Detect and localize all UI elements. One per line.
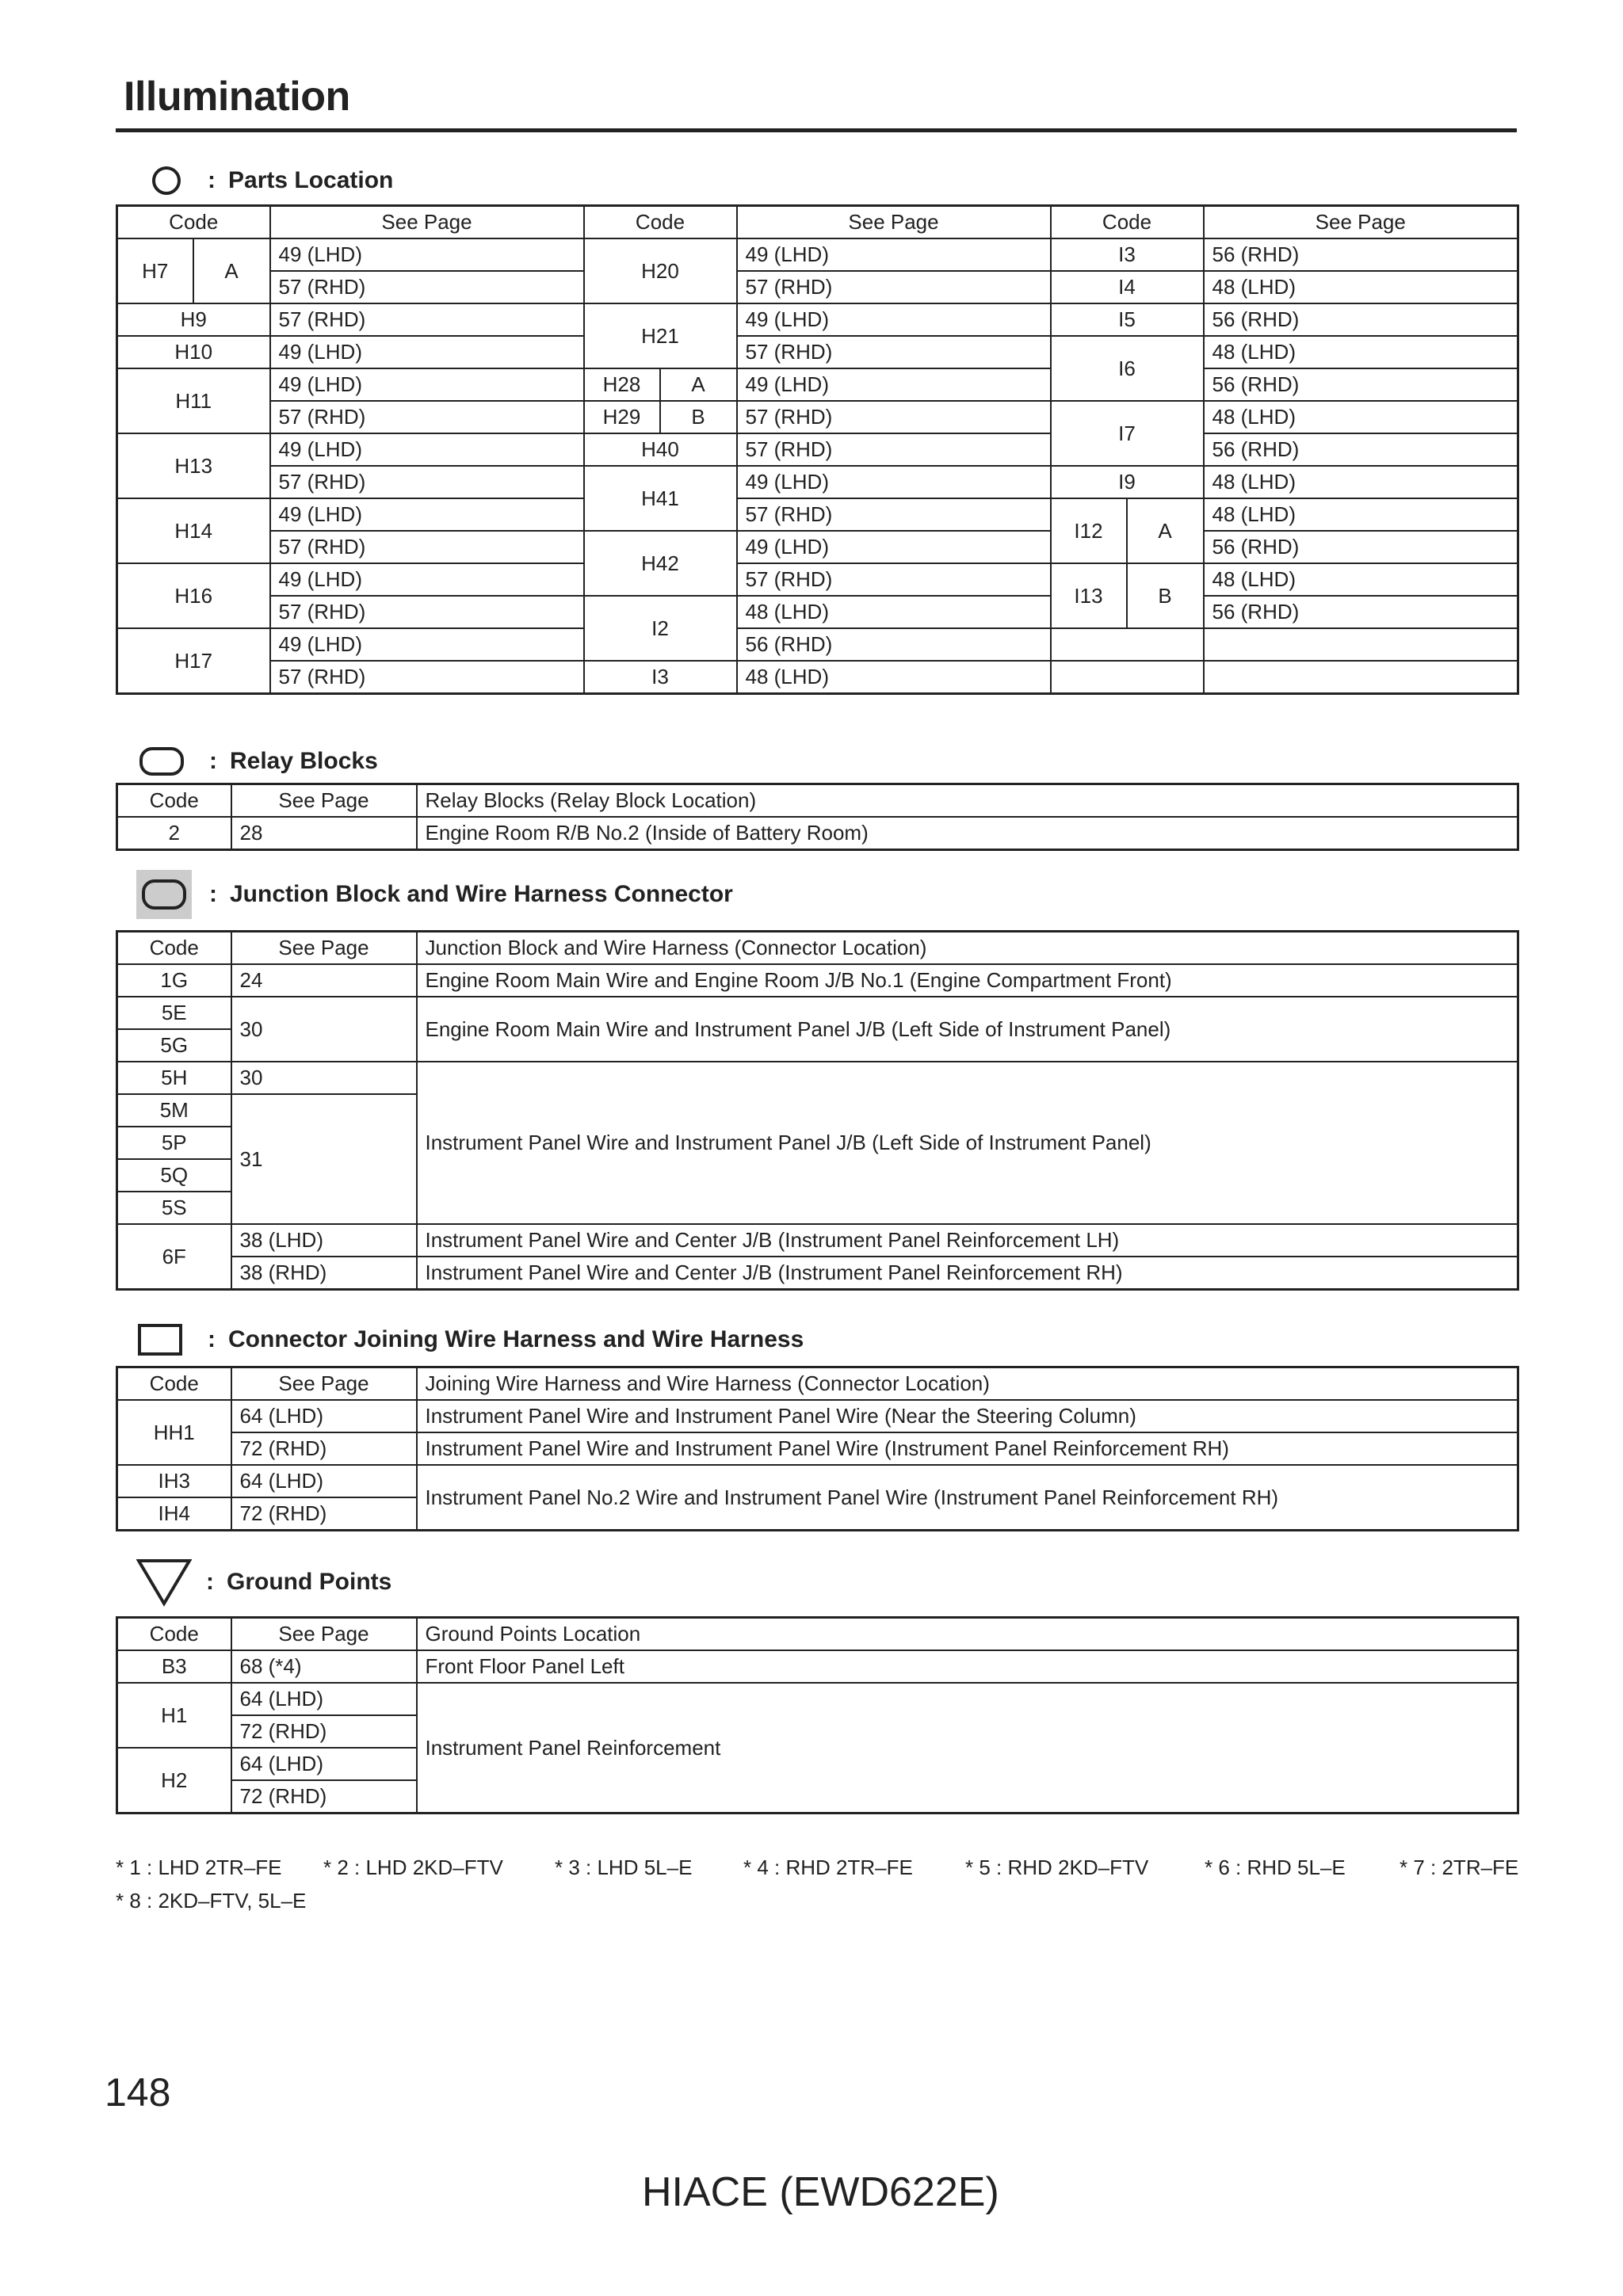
code-cell: H20 [584,238,737,303]
junction-block-table [116,930,1519,1291]
table-row [117,238,1518,271]
footnote: * 3 : LHD 5L–E [555,1855,693,1879]
table-row [117,661,1518,694]
location-cell: Instrument Panel Wire and Instrument Panel Wire (Near the Steering Column) [417,1400,1518,1432]
circle-icon [151,165,185,196]
page-cell: 56 (RHD) [1204,433,1518,466]
relay-blocks-table [116,783,1519,851]
page-cell: 56 (RHD) [737,628,1051,661]
code-sub-cell: A [660,368,737,401]
code-cell: IH4 [117,1497,231,1531]
table-row [117,628,1518,661]
code-cell: 5E [117,997,231,1029]
code-cell: H16 [117,563,270,628]
page-cell: 56 (RHD) [1204,368,1518,401]
page-cell: 49 (LHD) [737,466,1051,498]
code-cell: H11 [117,368,270,433]
page-cell: 64 (LHD) [231,1465,417,1497]
table-row [117,401,1518,433]
code-cell: H7 [117,238,193,303]
footnote: * 1 : LHD 2TR–FE [116,1855,282,1879]
code-cell: 6F [117,1224,231,1290]
header-cell: Relay Blocks (Relay Block Location) [417,784,1518,818]
code-sub-cell: B [660,401,737,433]
page-cell: 57 (RHD) [270,401,584,433]
page-cell: 56 (RHD) [1204,238,1518,271]
footnote: * 8 : 2KD–FTV, 5L–E [116,1889,307,1913]
page-cell: 57 (RHD) [737,498,1051,531]
code-cell: H1 [117,1683,231,1748]
ground-points-heading: : Ground Points [136,1562,391,1602]
relay-blocks-heading: : Relay Blocks [139,742,378,781]
code-cell: I13 [1051,563,1127,628]
page-cell: 49 (LHD) [737,531,1051,563]
code-cell: B3 [117,1650,231,1683]
table-header-row [117,1618,1518,1651]
table-row [117,997,1518,1029]
code-cell: H29 [584,401,660,433]
code-cell: I6 [1051,336,1204,401]
connector-heading: : Connector Joining Wire Harness and Wire Harness [138,1320,804,1360]
code-cell: H13 [117,433,270,498]
header-cell: See Page [231,1367,417,1401]
table-row [117,433,1518,466]
page-cell: 38 (LHD) [231,1224,417,1257]
page-cell: 57 (RHD) [270,596,584,628]
header-cell: Ground Points Location [417,1618,1518,1651]
code-cell: H9 [117,303,270,336]
page-cell: 49 (LHD) [270,368,584,401]
page-cell: 68 (*4) [231,1650,417,1683]
page-cell: 64 (LHD) [231,1683,417,1715]
code-cell: IH3 [117,1465,231,1497]
code-cell: I9 [1051,466,1204,498]
code-sub-cell: A [1127,498,1204,563]
location-cell: Instrument Panel Wire and Center J/B (Instrument Panel Reinforcement RH) [417,1257,1518,1290]
table-header-row [117,932,1518,965]
code-sub-cell: B [1127,563,1204,628]
page-cell: 49 (LHD) [270,628,584,661]
code-cell: I3 [1051,238,1204,271]
page-cell: 57 (RHD) [270,466,584,498]
page-cell: 49 (LHD) [737,238,1051,271]
header-cell: See Page [1204,206,1518,239]
location-cell: Front Floor Panel Left [417,1650,1518,1683]
code-cell: I4 [1051,271,1204,303]
table-row [117,336,1518,368]
header-cell: Code [584,206,737,239]
page-cell: 57 (RHD) [270,303,584,336]
page-cell: 48 (LHD) [1204,466,1518,498]
ground-points-table [116,1616,1519,1814]
page-cell: 31 [231,1094,417,1224]
table-row [117,368,1518,401]
page-cell: 48 (LHD) [737,596,1051,628]
page-cell: 72 (RHD) [231,1780,417,1814]
title-rule [116,128,1517,132]
table-row [117,817,1518,850]
page-cell: 49 (LHD) [270,336,584,368]
code-cell: 5M [117,1094,231,1127]
table-header-row [117,206,1518,239]
header-cell: See Page [737,206,1051,239]
code-cell: 1G [117,964,231,997]
page-cell: 64 (LHD) [231,1400,417,1432]
page-cell: 72 (RHD) [231,1715,417,1748]
code-cell: 5H [117,1062,231,1094]
table-row [117,303,1518,336]
footnote: * 5 : RHD 2KD–FTV [965,1855,1149,1879]
page-cell: 64 (LHD) [231,1748,417,1780]
page-cell: 72 (RHD) [231,1432,417,1465]
page-cell: 48 (LHD) [1204,498,1518,531]
table-row [117,531,1518,563]
page-cell: 28 [231,817,417,850]
header-cell: See Page [231,784,417,818]
location-cell: Instrument Panel No.2 Wire and Instrument Panel Wire (Instrument Panel Reinforcement RH) [417,1465,1518,1531]
page-cell: 57 (RHD) [737,433,1051,466]
header-cell: Code [117,206,270,239]
page-cell: 30 [231,997,417,1062]
empty-cell [1204,661,1518,694]
header-cell: Code [117,1618,231,1651]
square-icon [138,1324,184,1356]
page-cell: 48 (LHD) [737,661,1051,694]
page-cell: 72 (RHD) [231,1497,417,1531]
table-row [117,1400,1518,1432]
code-cell: H21 [584,303,737,368]
code-cell: H10 [117,336,270,368]
code-cell: H28 [584,368,660,401]
table-row [117,1650,1518,1683]
code-cell: 5Q [117,1159,231,1192]
page-cell: 57 (RHD) [737,563,1051,596]
connector-table [116,1366,1519,1531]
header-cell: Code [117,932,231,965]
code-cell: I12 [1051,498,1127,563]
code-cell: 5P [117,1127,231,1159]
location-cell: Engine Room Main Wire and Engine Room J/B No.1 (Engine Compartment Front) [417,964,1518,997]
code-cell: H42 [584,531,737,596]
page-cell: 57 (RHD) [737,336,1051,368]
table-row [117,964,1518,997]
page-cell: 49 (LHD) [270,433,584,466]
page-title: Illumination [124,74,350,120]
location-cell: Instrument Panel Wire and Center J/B (Instrument Panel Reinforcement LH) [417,1224,1518,1257]
code-cell: HH1 [117,1400,231,1465]
code-sub-cell: A [193,238,270,303]
table-row [117,271,1518,303]
table-row [117,1224,1518,1257]
table-row [117,563,1518,596]
page-cell: 56 (RHD) [1204,303,1518,336]
page-cell: 56 (RHD) [1204,531,1518,563]
empty-cell [1051,628,1204,661]
page-cell: 48 (LHD) [1204,563,1518,596]
page-cell: 48 (LHD) [1204,336,1518,368]
code-cell: 5S [117,1192,231,1224]
table-row [117,1062,1518,1094]
code-cell: 2 [117,817,231,850]
code-cell: I2 [584,596,737,661]
table-header-row [117,1367,1518,1401]
table-row [117,1465,1518,1497]
table-row [117,596,1518,628]
footnote: * 2 : LHD 2KD–FTV [323,1855,503,1879]
footnote: * 4 : RHD 2TR–FE [743,1855,913,1879]
header-cell: Code [117,1367,231,1401]
code-cell: H40 [584,433,737,466]
code-cell: H41 [584,466,737,531]
code-cell: 5G [117,1029,231,1062]
page-cell: 49 (LHD) [270,563,584,596]
parts-location-table [116,204,1519,695]
junction-block-heading: : Junction Block and Wire Harness Connector [136,875,733,914]
header-cell: See Page [231,1618,417,1651]
header-cell: See Page [231,932,417,965]
page-cell: 57 (RHD) [270,271,584,303]
code-cell: H17 [117,628,270,694]
header-cell: Junction Block and Wire Harness (Connector Location) [417,932,1518,965]
triangle-down-icon [136,1558,193,1607]
code-cell: I7 [1051,401,1204,466]
page-cell: 49 (LHD) [737,303,1051,336]
table-row [117,1683,1518,1715]
page-cell: 48 (LHD) [1204,401,1518,433]
page-cell: 49 (LHD) [737,368,1051,401]
header-cell: Code [117,784,231,818]
shaded-rounded-rectangle-icon [136,870,192,919]
page-cell: 49 (LHD) [270,238,584,271]
page-cell: 30 [231,1062,417,1094]
table-row [117,1257,1518,1290]
location-cell: Instrument Panel Reinforcement [417,1683,1518,1814]
page-number: 148 [105,2070,171,2115]
code-cell: H2 [117,1748,231,1814]
table-row [117,498,1518,531]
header-cell: Joining Wire Harness and Wire Harness (Connector Location) [417,1367,1518,1401]
location-cell: Engine Room R/B No.2 (Inside of Battery Room) [417,817,1518,850]
footnote: * 6 : RHD 5L–E [1205,1855,1346,1879]
location-cell: Engine Room Main Wire and Instrument Panel J/B (Left Side of Instrument Panel) [417,997,1518,1062]
table-row [117,466,1518,498]
document-code: HIACE (EWD622E) [642,2169,999,2215]
page-cell: 57 (RHD) [270,531,584,563]
code-cell: H14 [117,498,270,563]
page-cell: 38 (RHD) [231,1257,417,1290]
page-cell: 57 (RHD) [737,401,1051,433]
empty-cell [1051,661,1204,694]
parts-location-heading: : Parts Location [151,161,393,200]
table-header-row [117,784,1518,818]
table-row [117,1432,1518,1465]
rounded-rectangle-icon [139,747,185,776]
page-cell: 48 (LHD) [1204,271,1518,303]
location-cell: Instrument Panel Wire and Instrument Panel J/B (Left Side of Instrument Panel) [417,1062,1518,1224]
page-cell: 24 [231,964,417,997]
code-cell: I5 [1051,303,1204,336]
empty-cell [1204,628,1518,661]
header-cell: See Page [270,206,584,239]
code-cell: I3 [584,661,737,694]
footnote: * 7 : 2TR–FE [1400,1855,1519,1879]
page-cell: 57 (RHD) [737,271,1051,303]
page-cell: 57 (RHD) [270,661,584,694]
header-cell: Code [1051,206,1204,239]
page-cell: 49 (LHD) [270,498,584,531]
location-cell: Instrument Panel Wire and Instrument Panel Wire (Instrument Panel Reinforcement RH) [417,1432,1518,1465]
page-cell: 56 (RHD) [1204,596,1518,628]
